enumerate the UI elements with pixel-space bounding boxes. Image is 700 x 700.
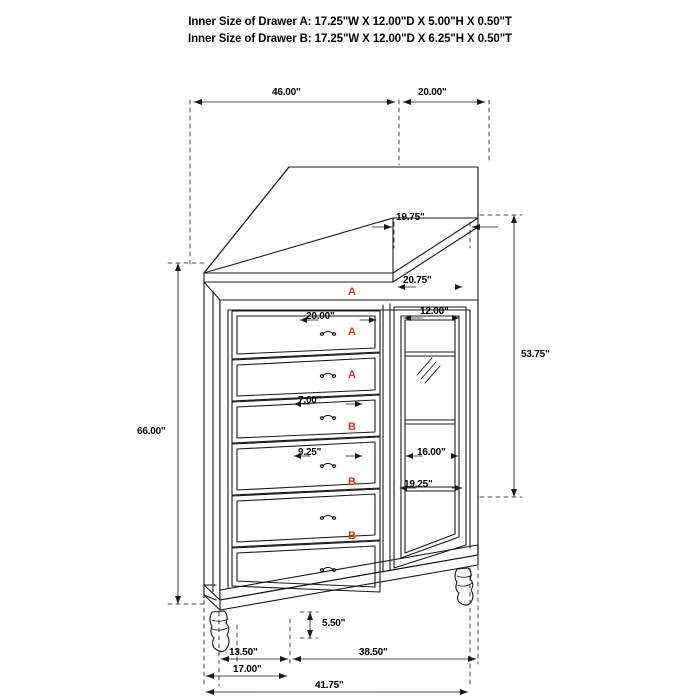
dim-drawer-a-width: 20.00" [306,311,335,322]
drawer-label-b-2: B [348,476,356,488]
dim-side-height: 53.75" [521,349,550,360]
dim-door-width: 19.75" [396,212,425,223]
dim-door-opening-height: 19.25" [404,479,433,490]
dim-leg-height: 5.50" [322,618,346,629]
dim-drawer-b-height: 9.25" [298,447,322,458]
drawer-label-a-3: A [348,369,356,381]
dim-shelf-depth: 12.00" [420,306,449,317]
dim-top-width: 46.00" [272,87,301,98]
dim-base-left-width: 13.50" [229,647,258,658]
dim-base-right-width: 38.50" [359,647,388,658]
drawer-label-b-3: B [348,530,356,542]
drawer-a-note: Inner Size of Drawer A: 17.25"W X 12.00"D X 5.00"H X 0.50"T [188,16,512,28]
drawer-label-a-1: A [348,286,356,298]
dim-top-depth: 20.00" [418,87,447,98]
dim-base-total-width: 41.75" [315,680,344,691]
dim-total-height: 66.00" [137,426,166,437]
dim-shelf-opening-height: 16.00" [417,447,446,458]
dim-foot-width: 17.00" [233,664,262,675]
drawer-b-note: Inner Size of Drawer B: 17.25"W X 12.00"D X 6.25"H X 0.50"T [188,33,512,45]
drawer-label-b-1: B [348,421,356,433]
drawer-label-a-2: A [348,326,356,338]
dim-drawer-a-height: 7.00" [298,395,322,406]
dim-door-inner-width: 20.75" [403,275,432,286]
